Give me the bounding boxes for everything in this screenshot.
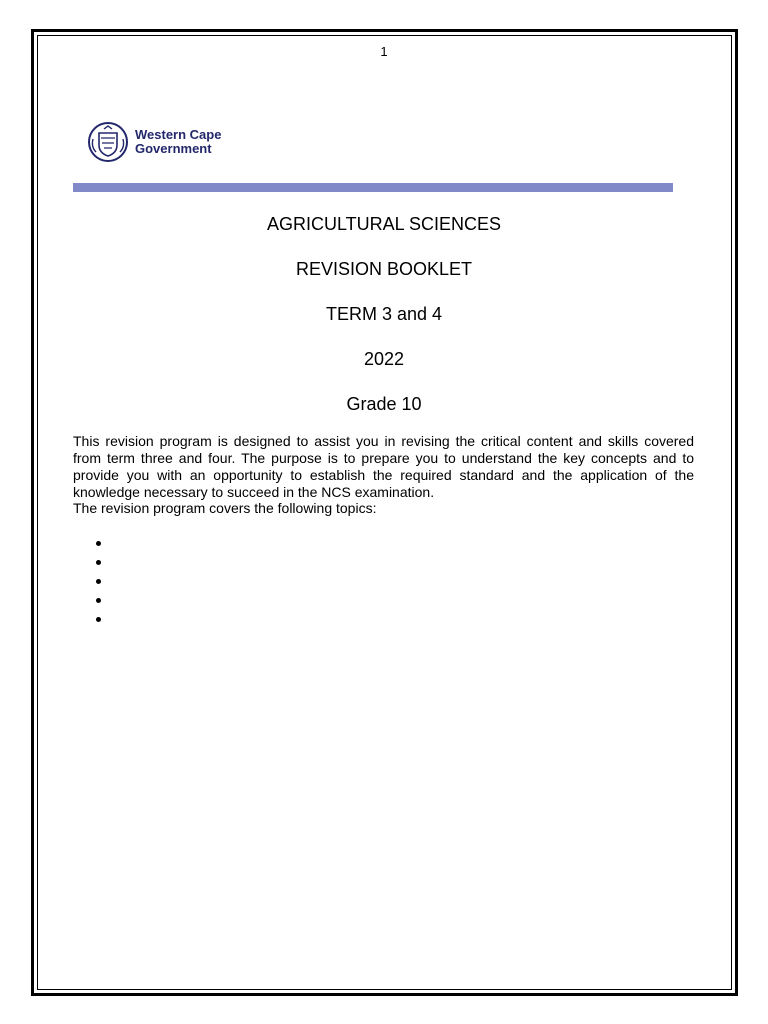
bullet-icon	[96, 598, 101, 603]
list-item	[96, 610, 114, 629]
booklet-title: REVISION BOOKLET	[295, 259, 473, 279]
bullet-icon	[96, 617, 101, 622]
topics-label: The revision program covers the following topics:	[73, 500, 377, 516]
page-number: 1	[380, 44, 388, 59]
logo-wordmark	[135, 128, 221, 156]
list-item	[96, 534, 114, 553]
list-item	[96, 591, 114, 610]
logo-line-2: Government	[135, 141, 212, 156]
bullet-icon	[96, 541, 101, 546]
list-item	[96, 553, 114, 572]
intro-paragraph: This revision program is designed to assist you in revising the critical content and skills covered from term three and four. The purpose is to prepare you to understand the key concepts and to provide you with an opportunity to establish the required standard and the application of the knowledge necessary to succeed in the NCS examination.	[73, 433, 694, 500]
term-title: TERM 3 and 4	[325, 304, 443, 324]
bullet-icon	[96, 560, 101, 565]
year-title: 2022	[363, 349, 405, 369]
header-bar	[73, 183, 673, 192]
logo-line-1: Western Cape	[135, 127, 222, 142]
list-item	[96, 572, 114, 591]
grade-title: Grade 10	[346, 394, 422, 414]
topic-list	[96, 534, 114, 629]
bullet-icon	[96, 579, 101, 584]
coat-of-arms-icon	[87, 121, 129, 163]
western-cape-government-logo	[87, 121, 221, 163]
subject-title: AGRICULTURAL SCIENCES	[266, 214, 502, 234]
